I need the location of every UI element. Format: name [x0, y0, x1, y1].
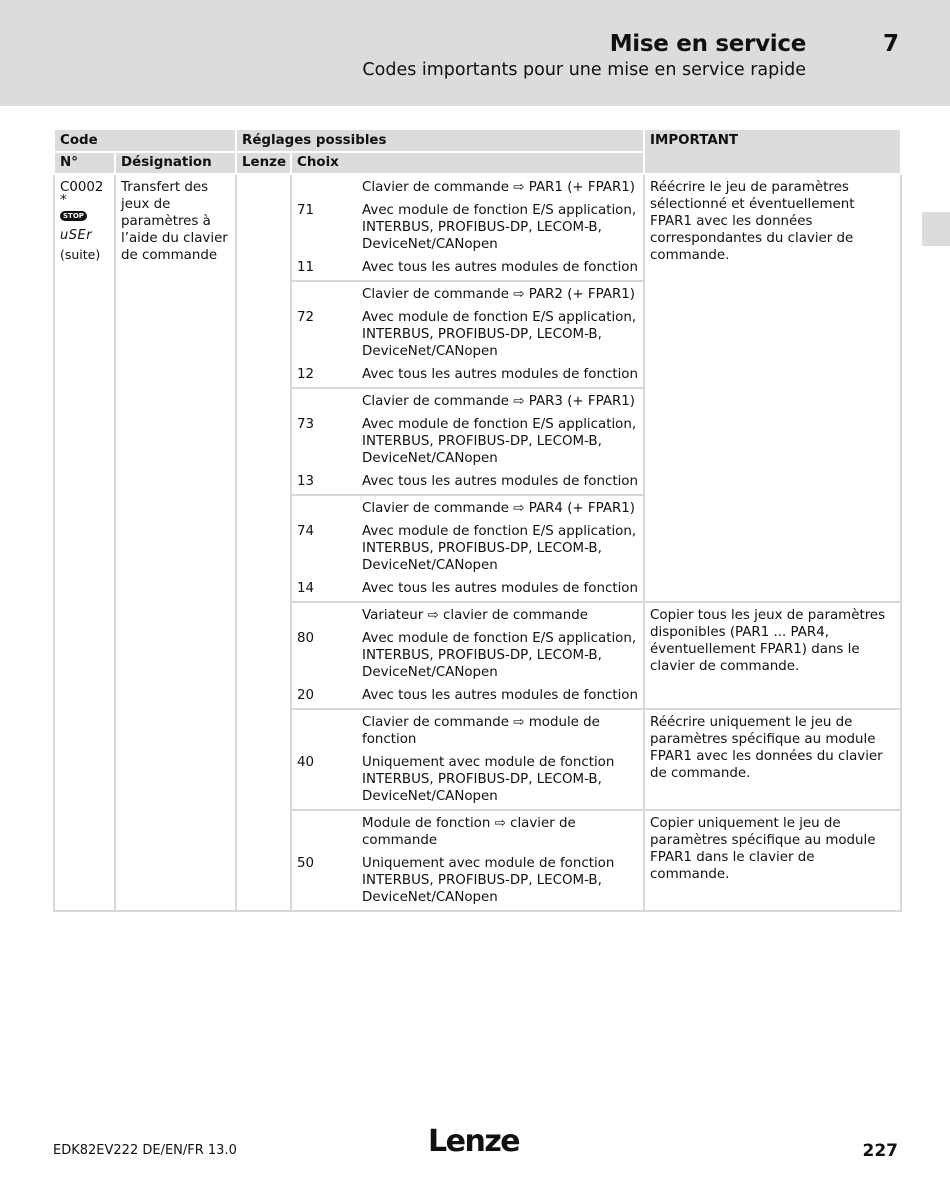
chapter-number: 7 [883, 31, 900, 57]
lenze-default-cell [236, 174, 291, 911]
choice-text: Avec tous les autres modules de fonction [362, 688, 638, 703]
chapter-subtitle: Codes importants pour une mise en service rapide [362, 60, 806, 80]
choice-option [297, 286, 638, 303]
choice-cell [291, 709, 644, 810]
choice-text: Uniquement avec module de fonction INTERBUS, PROFIBUS-DP, LECOM-B, DeviceNet/CANopen [362, 755, 615, 804]
choice-option [297, 309, 638, 360]
designation-cell: Transfert des jeux de paramètres à l’aide du clavier de commande [115, 174, 236, 911]
choice-option [297, 815, 638, 849]
header-lenze: Lenze [236, 152, 291, 174]
important-cell: Copier tous les jeux de paramètres disponibles (PAR1 ... PAR4, éventuellement FPAR1) dans le clavier de commande. [644, 602, 901, 709]
choice-number: 71 [297, 203, 315, 218]
parameter-table [53, 128, 902, 912]
choice-text: Clavier de commande ⇨ PAR1 (+ FPAR1) [362, 180, 636, 195]
choice-cell [291, 810, 644, 911]
choice-number: 13 [297, 474, 315, 489]
choice-number [297, 393, 362, 410]
choice-text: Module de fonction ⇨ clavier de commande [362, 816, 576, 848]
important-cell: Réécrire uniquement le jeu de paramètres spécifique au module FPAR1 avec les données du clavier de commande. [644, 709, 901, 810]
choice-option [297, 714, 638, 748]
choice-option [297, 366, 638, 383]
choice-option [297, 259, 638, 276]
choice-number: 11 [297, 260, 315, 275]
table-header-row [54, 129, 901, 152]
choice-number: 12 [297, 367, 315, 382]
chapter-side-tab [922, 212, 950, 246]
choice-number: 50 [297, 856, 315, 871]
choice-option [297, 630, 638, 681]
choice-number [297, 714, 362, 748]
choice-cell [291, 174, 644, 281]
table-row [54, 174, 901, 281]
choice-text: Avec tous les autres modules de fonction [362, 367, 638, 382]
choice-text: Avec tous les autres modules de fonction [362, 581, 638, 596]
choice-number [297, 607, 362, 624]
header-code: Code [54, 129, 236, 152]
choice-text: Avec module de fonction E/S application, INTERBUS, PROFIBUS-DP, LECOM-B, DeviceNet/CANopen [362, 631, 637, 680]
choice-text: Avec module de fonction E/S application, INTERBUS, PROFIBUS-DP, LECOM-B, DeviceNet/CANopen [362, 417, 637, 466]
header-designation: Désignation [115, 152, 236, 174]
page-number: 227 [862, 1141, 898, 1161]
choice-option [297, 687, 638, 704]
choice-number: 14 [297, 581, 315, 596]
choice-text: Avec module de fonction E/S application, INTERBUS, PROFIBUS-DP, LECOM-B, DeviceNet/CANopen [362, 524, 637, 573]
document-id: EDK82EV222 DE/EN/FR 13.0 [53, 1143, 237, 1158]
choice-text: Avec tous les autres modules de fonction [362, 474, 638, 489]
choice-text: Clavier de commande ⇨ module de fonction [362, 715, 600, 747]
header-settings: Réglages possibles [236, 129, 644, 152]
choice-option [297, 607, 638, 624]
choice-option [297, 855, 638, 906]
header-important: IMPORTANT [644, 129, 901, 174]
choice-option [297, 580, 638, 597]
choice-number: 73 [297, 417, 315, 432]
choice-number: 72 [297, 310, 315, 325]
choice-option [297, 179, 638, 196]
chapter-title: Mise en service [609, 31, 806, 57]
choice-text: Uniquement avec module de fonction INTERBUS, PROFIBUS-DP, LECOM-B, DeviceNet/CANopen [362, 856, 615, 905]
choice-text: Clavier de commande ⇨ PAR4 (+ FPAR1) [362, 501, 636, 516]
lenze-logo: Lenze [428, 1124, 520, 1159]
choice-option [297, 393, 638, 410]
choice-cell [291, 602, 644, 709]
choice-text: Clavier de commande ⇨ PAR2 (+ FPAR1) [362, 287, 636, 302]
choice-cell [291, 281, 644, 388]
code-suite: (suite) [60, 247, 101, 262]
choice-cell [291, 388, 644, 495]
choice-cell [291, 495, 644, 602]
choice-number: 80 [297, 631, 315, 646]
header-no: N° [54, 152, 115, 174]
code-number: C0002 [60, 180, 104, 195]
choice-option [297, 500, 638, 517]
choice-option [297, 754, 638, 805]
header-band [0, 0, 950, 106]
code-asterisk: * [60, 193, 67, 208]
choice-text: Avec tous les autres modules de fonction [362, 260, 638, 275]
important-cell: Réécrire le jeu de paramètres sélectionné et éventuellement FPAR1 avec les données correspondantes du clavier de commande. [644, 174, 901, 602]
choice-number [297, 815, 362, 849]
choice-option [297, 416, 638, 467]
choice-text: Avec module de fonction E/S application, INTERBUS, PROFIBUS-DP, LECOM-B, DeviceNet/CANopen [362, 203, 637, 252]
choice-number: 74 [297, 524, 315, 539]
header-choice: Choix [291, 152, 644, 174]
choice-number [297, 179, 362, 196]
important-cell: Copier uniquement le jeu de paramètres spécifique au module FPAR1 dans le clavier de commande. [644, 810, 901, 911]
code-cell [54, 174, 115, 911]
stop-icon: STOP [60, 211, 87, 221]
choice-option [297, 523, 638, 574]
choice-number [297, 286, 362, 303]
choice-number: 20 [297, 688, 315, 703]
choice-text: Variateur ⇨ clavier de commande [362, 608, 588, 623]
choice-text: Avec module de fonction E/S application, INTERBUS, PROFIBUS-DP, LECOM-B, DeviceNet/CANopen [362, 310, 637, 359]
choice-number: 40 [297, 755, 315, 770]
choice-option [297, 473, 638, 490]
display-code: uSEr [60, 228, 93, 243]
choice-number [297, 500, 362, 517]
choice-text: Clavier de commande ⇨ PAR3 (+ FPAR1) [362, 394, 636, 409]
choice-option [297, 202, 638, 253]
